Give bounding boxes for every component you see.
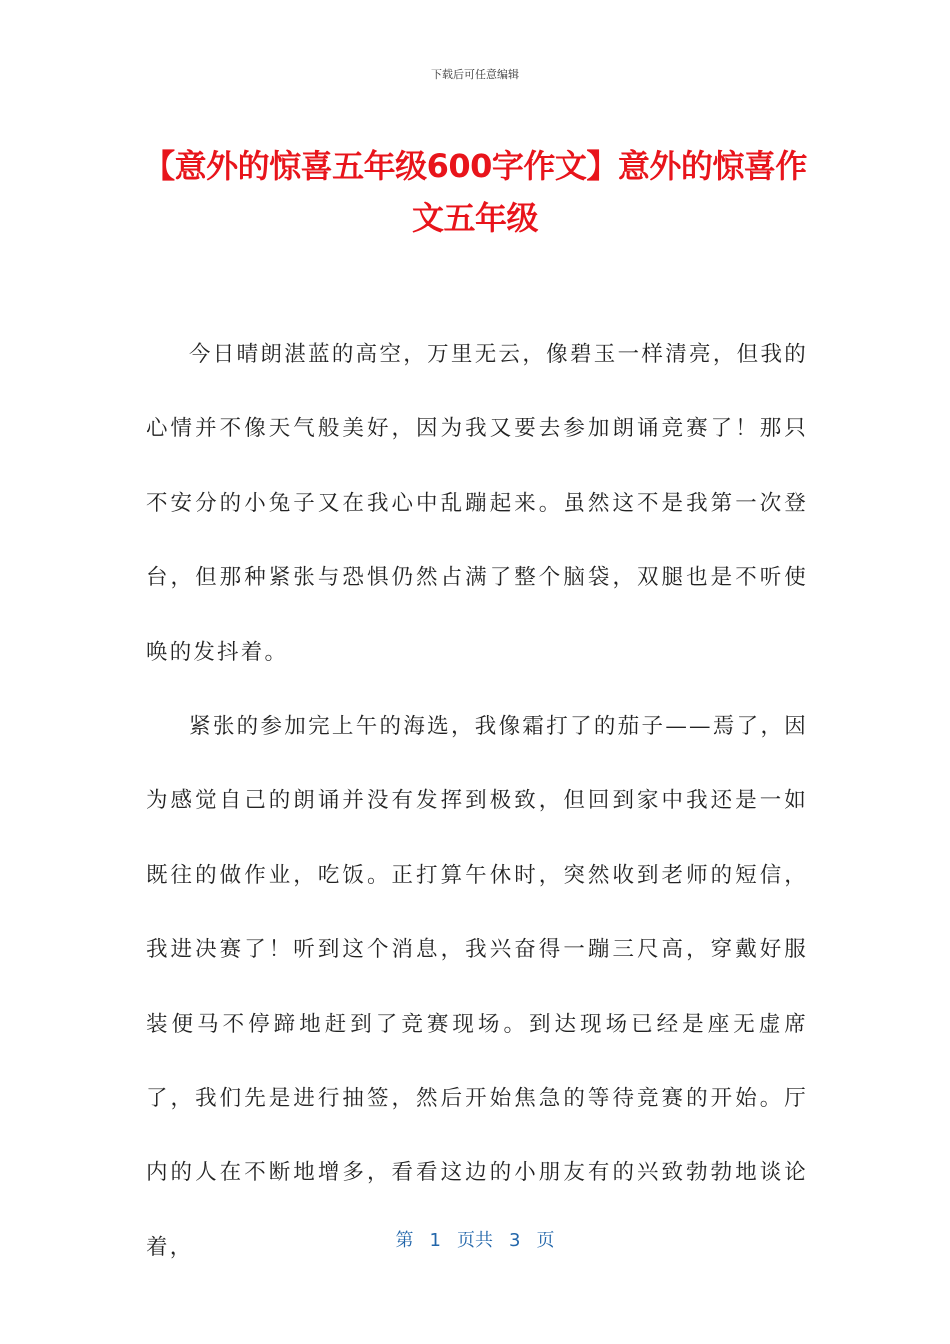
document-title: 【意外的惊喜五年级600字作文】意外的惊喜作文五年级 [143, 147, 807, 237]
footer-total-pages: 3 [509, 1230, 521, 1251]
footer-current-page: 1 [429, 1230, 441, 1251]
footer-label-page: 第 [395, 1230, 414, 1251]
document-body [146, 318, 808, 1285]
footer-label-of: 页共 [457, 1230, 493, 1251]
header-note: 下载后可任意编辑 [431, 68, 519, 81]
paragraph: 今日晴朗湛蓝的高空，万里无云，像碧玉一样清亮，但我的心情并不像天气般美好，因为我又要去参加朗诵竞赛了！那只不安分的小兔子又在我心中乱蹦起来。虽然这不是我第一次登台，但那种紧张与恐惧仍然占满了整个脑袋，双腿也是不听使唤的发抖着。 [146, 342, 808, 665]
page-footer [0, 1226, 950, 1252]
footer-label-pages: 页 [536, 1230, 555, 1251]
paragraph: 紧张的参加完上午的海选，我像霜打了的茄子——焉了，因为感觉自己的朗诵并没有发挥到极致，但回到家中我还是一如既往的做作业，吃饭。正打算午休时，突然收到老师的短信，我进决赛了！听到这个消息，我兴奋得一蹦三尺高，穿戴好服装便马不停蹄地赶到了竞赛现场。到达现场已经是座无虚席了，我们先是进行抽签，然后开始焦急的等待竞赛的开始。厅内的人在不断地增多，看看这边的小朋友有的兴致勃勃地谈论着， [146, 714, 808, 1260]
